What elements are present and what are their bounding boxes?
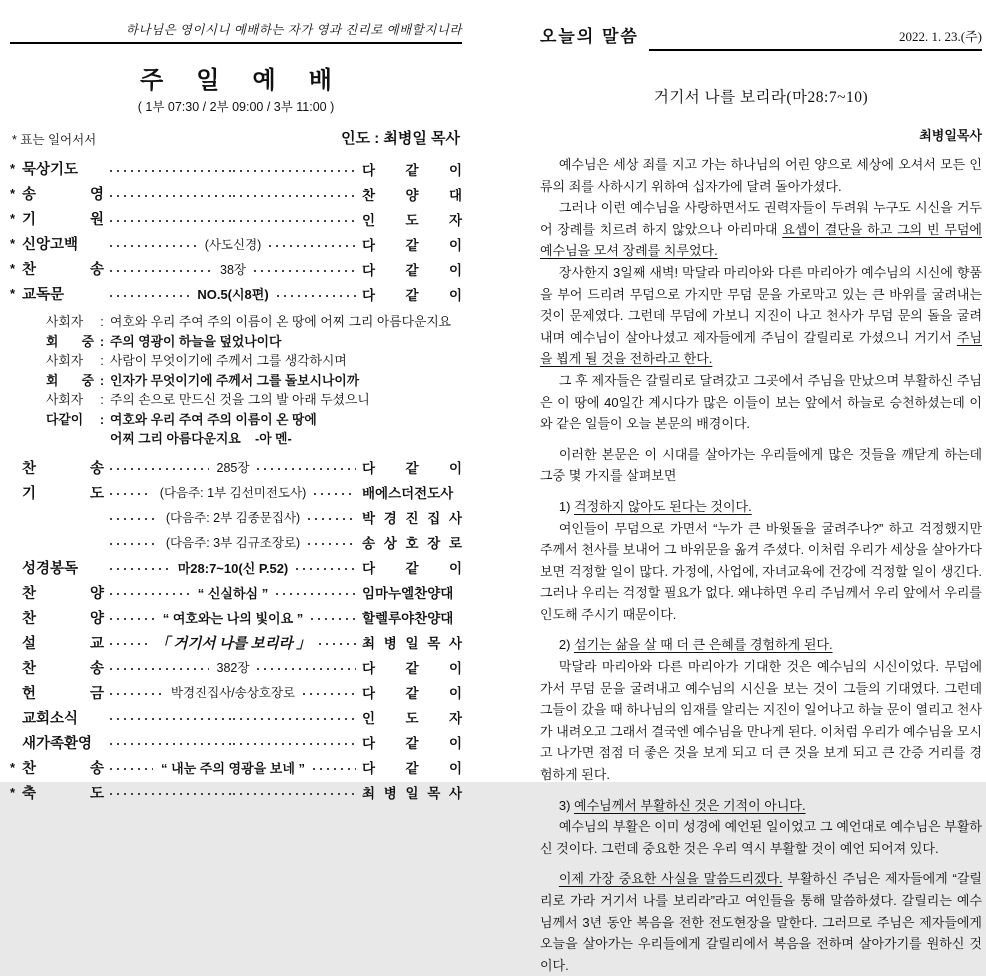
leader-dots (233, 743, 356, 745)
leader-dots (110, 518, 158, 520)
order-middle (110, 508, 356, 526)
leader-dots (110, 693, 163, 695)
leader-dots (110, 270, 212, 272)
leader-dots (110, 543, 158, 545)
leader-dots (319, 643, 356, 645)
reading-line (46, 410, 462, 430)
reading-line (46, 429, 462, 449)
leader-dots (308, 518, 356, 520)
order-label: 기 원 (22, 212, 104, 228)
service-times: ( 1부 07:30 / 2부 09:00 / 3부 11:00 ) (137, 100, 335, 114)
worship-order-section (10, 20, 462, 805)
leader-dots (314, 493, 356, 495)
leader-dots (110, 643, 147, 645)
sermon-paragraph (540, 816, 982, 859)
reading-text: 어찌 그리 아름다운지요 -아 멘- (110, 431, 292, 446)
reading-colon: : (99, 333, 105, 349)
order-center: 38장 (220, 262, 246, 277)
order-middle (110, 632, 356, 653)
sermon-header-title: 오늘의 말씀 (540, 27, 639, 46)
text-run: 3) (558, 797, 575, 813)
leader-dots (233, 170, 356, 172)
order-role: 다 같 이 (362, 686, 462, 701)
order-row (10, 480, 462, 505)
leader-dots (110, 245, 197, 247)
underlined-text: 걱정하지 않아도 된다는 것이다. (574, 498, 752, 514)
order-middle (110, 216, 356, 222)
leader-dots (233, 718, 356, 720)
order-row (10, 730, 462, 755)
order-center: “ 여호와는 나의 빛이요 ” (162, 610, 304, 626)
leader-dots (110, 170, 233, 172)
order-middle (110, 284, 356, 303)
leader-dots (233, 195, 356, 197)
text-run: 여인들이 무덤으로 가면서 “누가 큰 바윗돌을 굴려주나?” 하고 걱정했지만 주께서 천사를 보내어 그 바위문을 옮겨 주셨다. 이처럼 우리가 세상을 살아가다 보면 걱정할 일이 많다. 가정에, 사업에, 자녀교육에 건강에 걱정할 일이 생긴다. 그러나 우리는 걱정할 필요가 없다. 왜냐하면 우리 주님께서 우리 앞에서 우리를 인도해 주시기 때문이다. (540, 520, 982, 622)
order-role: 송 상 호 장 로 (362, 536, 462, 551)
order-label: 헌 금 (22, 685, 104, 702)
order-role: 다 같 이 (362, 237, 462, 253)
order-middle (110, 458, 356, 476)
order-role: 인 도 자 (362, 711, 462, 726)
leader-dots (110, 493, 152, 495)
sermon-section (540, 22, 982, 976)
sermon-paragraph (540, 370, 982, 435)
sermon-paragraph (540, 444, 982, 487)
order-row (10, 630, 462, 655)
order-label: 묵상기도 (22, 162, 79, 178)
reading-text: 인자가 무엇이기에 주께서 그를 돌보시나이까 (110, 372, 360, 388)
stand-star: * (10, 286, 16, 301)
order-role: 다 같 이 (362, 287, 462, 303)
sermon-paragraph (540, 262, 982, 370)
stand-star: * (10, 211, 16, 226)
sermon-body (540, 154, 982, 976)
order-row (10, 505, 462, 530)
leader-dots (257, 668, 356, 670)
reading-colon: : (99, 411, 105, 427)
leader-dots (110, 768, 153, 770)
underlined-text: 주님을 뵙게 될 것을 전하라고 한다. (540, 329, 982, 367)
order-row (10, 281, 462, 306)
header-rule (649, 26, 982, 51)
leader-dots (308, 543, 356, 545)
motto-text: 하나님은 영이시니 예배하는 자가 영과 진리로 예배할지니라 (125, 23, 462, 37)
order-row (10, 580, 462, 605)
order-row (10, 680, 462, 705)
leader-dots (110, 195, 233, 197)
order-label: 새가족환영 (22, 735, 93, 752)
order-label: 교회소식 (22, 710, 79, 727)
order-middle (110, 714, 356, 720)
leader-dots (110, 668, 209, 670)
order-label: 찬 송 (22, 460, 104, 477)
reading-speaker: 사회자 (46, 392, 84, 407)
underlined-text: 요셉이 결단을 하고 그의 빈 무덤에 예수님을 모셔 장례를 치루었다. (540, 221, 982, 259)
order-row (10, 780, 462, 805)
reading-speaker: 회 중 (46, 333, 94, 349)
order-center: “ 신실하심 ” (197, 585, 269, 601)
stand-note: * 표는 일어서서 (12, 133, 97, 147)
order-middle (110, 191, 356, 197)
order-center: NO.5(시8편) (197, 287, 269, 302)
order-center: (다음주: 1부 김선미전도사) (159, 486, 307, 500)
leader-dots (110, 568, 170, 570)
notes-row (12, 127, 460, 148)
order-label: 찬 송 (22, 660, 104, 677)
stand-star: * (10, 236, 16, 251)
reading-speaker: 사회자 (46, 353, 84, 368)
leader-dots (277, 295, 356, 297)
order-label: 기 도 (22, 485, 104, 502)
preacher-name: 최병일목사 (919, 128, 982, 143)
order-middle (110, 558, 356, 577)
order-middle (110, 739, 356, 745)
reading-text: 사람이 무엇이기에 주께서 그를 생각하시며 (110, 353, 347, 368)
order-label: 축 도 (22, 785, 104, 802)
order-middle (110, 789, 356, 795)
underlined-text: 섬기는 삶을 살 때 더 큰 은혜를 경험하게 된다. (574, 637, 833, 653)
order-row (10, 530, 462, 555)
reading-colon: : (100, 392, 104, 407)
order-role: 배에스더전도사 (362, 486, 454, 501)
order-label: 송 영 (22, 187, 104, 203)
order-row (10, 231, 462, 256)
order-label: 찬 송 (22, 760, 104, 777)
order-row (10, 455, 462, 480)
reading-line (46, 332, 462, 352)
order-role: 다 같 이 (362, 761, 462, 776)
text-run: 1) (558, 498, 575, 514)
reading-line (46, 371, 462, 391)
reading-colon: : (99, 372, 105, 388)
text-run: 장사한지 3일째 새벽! 막달라 마리아와 다른 마리아가 예수님의 시신에 향품을 부어 드리려 무덤으로 가지만 무덤 문을 가로막고 있는 큰 바위를 굴려내는 것이 문제였다. 그런데 무덤에 가보니 지진이 나고 천사가 무덤 문의 돌을 굴려내며 예수님이 살아나셨고 제자들에게 주님이 갈릴리로 가셨으니 거기서 (540, 264, 982, 345)
reading-line (46, 312, 462, 332)
reading-text: 여호와 우리 주여 주의 이름이 온 땅에 (110, 411, 317, 427)
order-role: 다 같 이 (362, 162, 462, 178)
order-label: 성경봉독 (22, 560, 79, 577)
reading-colon: : (100, 314, 104, 329)
order-rows-bottom (10, 455, 462, 805)
order-center: (다음주: 3부 김규조장로) (165, 536, 301, 550)
sermon-header (540, 22, 982, 51)
order-role: 다 같 이 (362, 736, 462, 751)
reading-line (46, 390, 462, 410)
order-role: 다 같 이 (362, 661, 462, 676)
text-run: 그 후 제자들은 갈릴리로 달려갔고 그곳에서 주님을 만났으며 부활하신 주님은 이 땅에 40일간 계시다가 많은 이들이 보는 앞에서 하늘로 승천하셨는데 이와 같은 일들이 오늘 본문의 배경이다. (540, 372, 982, 432)
leader-dots (110, 743, 233, 745)
order-center: 마28:7~10(신 P.52) (177, 560, 289, 576)
reading-colon: : (100, 353, 104, 368)
order-role: 할렐루야찬양대 (362, 611, 454, 626)
order-middle (110, 235, 356, 253)
reading-line (46, 351, 462, 371)
reading-speaker: 사회자 (46, 314, 84, 329)
leader-dots (110, 468, 209, 470)
motto-rule (10, 20, 462, 44)
order-label: 교독문 (22, 287, 65, 303)
order-row (10, 605, 462, 630)
sermon-point-heading (540, 634, 982, 656)
order-middle (110, 260, 356, 278)
stand-star: * (10, 161, 16, 176)
reading-speaker: 회 중 (46, 372, 94, 388)
order-role: 다 같 이 (362, 461, 462, 476)
order-row (10, 655, 462, 680)
leader-note: 인도 : 최병일 목사 (341, 130, 460, 147)
order-row (10, 206, 462, 231)
leader-dots (233, 220, 356, 222)
bulletin-date: 2022. 1. 23.(주) (899, 29, 982, 44)
order-role: 최 병 일 목 사 (362, 786, 462, 801)
sermon-point-heading (540, 496, 982, 518)
text-run: 예수님의 부활은 이미 성경에 예언된 일이었고 그 예언대로 예수님은 부활하신 것이다. 그런데 중요한 것은 우리 역시 부활할 것이 예언 되어져 있다. (540, 819, 982, 856)
order-row (10, 156, 462, 181)
order-role: 다 같 이 (362, 262, 462, 278)
leader-dots (110, 718, 233, 720)
responsive-reading (46, 312, 462, 449)
order-role: 임마누엘찬양대 (362, 586, 454, 601)
order-role: 인 도 자 (362, 212, 462, 228)
order-center: 382장 (216, 661, 250, 675)
leader-dots (110, 295, 189, 297)
text-run: 예수님은 세상 죄를 지고 가는 하나님의 어린 양으로 세상에 오셔서 모든 인류의 죄를 사하시기 위하여 십자가에 달려 돌아가셨다. (540, 157, 982, 194)
text-run: 2) (558, 637, 575, 653)
sermon-paragraph (540, 868, 982, 976)
order-label: 찬 송 (22, 262, 104, 278)
sermon-point-heading (540, 795, 982, 817)
order-role: 다 같 이 (362, 561, 462, 576)
leader-dots (233, 793, 356, 795)
leader-dots (110, 220, 233, 222)
leader-dots (313, 768, 356, 770)
page-title: 주 일 예 배 (140, 67, 346, 94)
sermon-paragraph (540, 518, 982, 626)
order-label: 설 교 (22, 635, 104, 652)
order-middle (110, 758, 356, 777)
order-middle (110, 658, 356, 676)
order-center: 「 거기서 나를 보리라 」 (155, 635, 311, 652)
reading-text: 여호와 우리 주여 주의 이름이 온 땅에 어찌 그리 아름다운지요 (110, 314, 452, 329)
order-center: 박경진집사/송상호장로 (170, 686, 296, 700)
order-center: “ 내눈 주의 영광을 보네 ” (160, 760, 306, 776)
stand-star: * (10, 759, 16, 775)
order-middle (110, 683, 356, 701)
order-row (10, 755, 462, 780)
order-role: 박 경 진 집 사 (362, 511, 462, 526)
order-middle (110, 483, 356, 501)
reading-text: 주의 영광이 하늘을 덮었나이다 (110, 333, 282, 349)
order-label: 신앙고백 (22, 237, 79, 253)
order-middle (110, 608, 356, 627)
text-run: 이러한 본문은 이 시대를 살아가는 우리들에게 많은 것들을 깨닫게 하는데 그중 몇 가지를 살펴보면 (540, 446, 982, 484)
order-middle (110, 166, 356, 172)
reading-text: 주의 손으로 만드신 것을 그의 발 아래 두셨으니 (110, 392, 370, 407)
leader-dots (110, 793, 233, 795)
stand-star: * (10, 784, 16, 800)
leader-dots (311, 618, 356, 620)
sermon-title: 거기서 나를 보리라(마28:7~10) (653, 89, 869, 106)
order-row (10, 256, 462, 281)
order-center: 285장 (216, 461, 250, 475)
order-center: (사도신경) (204, 237, 262, 252)
order-row (10, 181, 462, 206)
order-rows-top (10, 156, 462, 306)
order-center: (다음주: 2부 김종문집사) (165, 511, 301, 525)
stand-star: * (10, 261, 16, 276)
underlined-text: 이제 가장 중요한 사실을 말씀드리겠다. (558, 871, 783, 887)
order-label: 찬 양 (22, 610, 104, 627)
order-row (10, 555, 462, 580)
order-middle (110, 533, 356, 551)
order-middle (110, 583, 356, 602)
leader-dots (303, 693, 356, 695)
stand-star: * (10, 186, 16, 201)
leader-dots (110, 618, 155, 620)
leader-dots (257, 468, 356, 470)
underlined-text: 예수님께서 부활하신 것은 기적이 아니다. (574, 797, 806, 813)
text-run: 막달라 마리아와 다른 마리아가 기대한 것은 예수님의 시신이었다. 무덤에 가서 무덤 문을 굴려내고 예수님의 시신을 보는 것이 그들의 기대였다. 그런데 그들이 갔을 때 하나님의 임재를 알리는 지진이 일어나고 하늘 문이 열리고 천사가 내려오고 그래서 결국엔 예수님을 만나게 된다. 이처럼 우리가 예수님을 모시고 나가면 점점 더 좋은 것을 보게 되고 더 큰 것을 보게 되고 큰 간증 거리를 경험하게 된다. (540, 659, 982, 783)
order-role: 최 병 일 목 사 (362, 636, 462, 651)
reading-speaker: 다같이 (46, 411, 84, 427)
leader-dots (276, 593, 356, 595)
leader-dots (296, 568, 356, 570)
order-row (10, 705, 462, 730)
order-role: 찬 양 대 (362, 187, 462, 203)
leader-dots (110, 593, 190, 595)
leader-dots (254, 270, 356, 272)
sermon-paragraph (540, 197, 982, 262)
order-label: 찬 양 (22, 585, 104, 602)
text-run: 그러나 이런 예수님을 사랑하면서도 권력자들이 두려워 누구도 시신을 거두어 장례를 치르려 하지 않았으나 아리마대 (540, 200, 982, 237)
sermon-paragraph (540, 656, 982, 786)
text-run: 부활하신 주님은 제자들에게 “갈릴리로 가라 거기서 나를 보리라”라고 여인들을 통해 말씀하셨다. 갈릴리는 예수님께서 3년 동안 복음을 전한 전도현장을 말한다. 그러므로 주님은 제자들에게 오늘을 살아가는 우리들에게 갈릴리에서 복음을 전하며 살아가기를 원하신 것이다. (540, 871, 982, 973)
leader-dots (269, 245, 356, 247)
sermon-paragraph (540, 154, 982, 197)
